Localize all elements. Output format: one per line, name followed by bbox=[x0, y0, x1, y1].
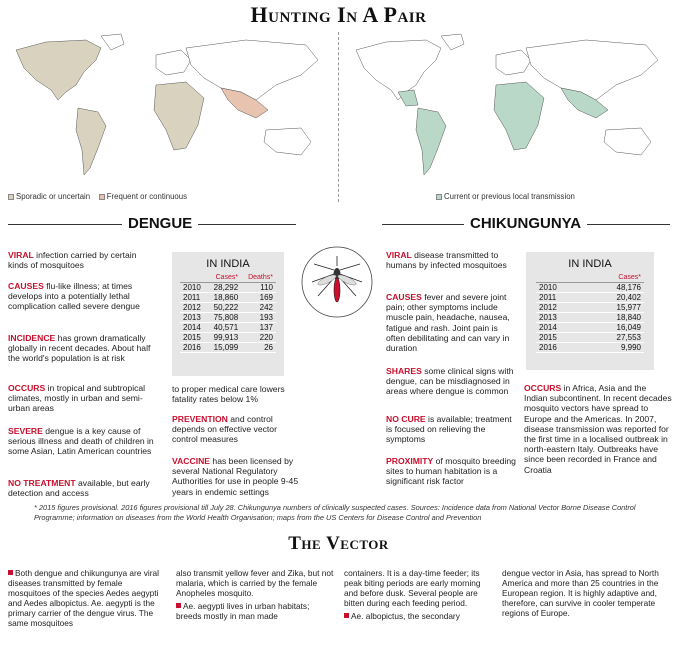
dengue-table-row: 2014 40,571 137 bbox=[180, 323, 276, 333]
chik-table-row: 2016 9,990 bbox=[536, 343, 644, 353]
chik-proximity: PROXIMITY of mosquito breeding sites to human habitation is a significant risk factor bbox=[386, 456, 516, 487]
dengue-table-row: 2016 15,099 26 bbox=[180, 343, 276, 353]
dengue-col-deaths: Deaths* bbox=[241, 273, 276, 283]
africa-shape bbox=[154, 82, 204, 150]
legend-swatch-sporadic bbox=[8, 194, 14, 200]
page-title: Hunting In A Pair bbox=[250, 2, 427, 27]
dengue-table-title: IN INDIA bbox=[206, 258, 250, 270]
chik-causes: CAUSES fever and severe joint pain; other symptoms include muscle pain, headache, nausea, fatigue and rash. Joint pain is often debilitating and can vary in duration bbox=[386, 292, 510, 354]
chikungunya-map bbox=[346, 30, 671, 190]
footnote: * 2015 figures provisional. 2016 figures provisional till July 28. Chikungunya numbers of clinically suspected cases. Sources: Incidence data from National Vector Borne Disease Control Programme; information on diseases from the World Health Organisation; maps from the US Centers for Disease Control and Prevention bbox=[34, 503, 636, 522]
legend-sporadic: Sporadic or uncertain bbox=[16, 192, 91, 201]
europe-shape bbox=[156, 50, 191, 75]
chik-table-title: IN INDIA bbox=[568, 258, 612, 270]
dengue-occurs: OCCURS in tropical and subtropical climates, mostly in urban and semi-urban areas bbox=[8, 383, 146, 414]
chik-india-table bbox=[526, 252, 654, 370]
legend-frequent: Frequent or continuous bbox=[106, 192, 187, 201]
dengue-col-cases: Cases* bbox=[207, 273, 241, 283]
greenland-shape bbox=[441, 34, 464, 50]
dengue-viral: VIRAL infection carried by certain kinds of mosquitoes bbox=[8, 250, 137, 271]
dengue-map bbox=[6, 30, 331, 190]
bullet-icon bbox=[8, 570, 13, 575]
bullet-icon bbox=[344, 613, 349, 618]
dengue-table-row: 2015 99,913 220 bbox=[180, 333, 276, 343]
chik-table-row: 2012 15,977 bbox=[536, 303, 644, 313]
dengue-vaccine: VACCINE has been licensed by several National Regulatory Authorities for use in people 9-45 years in endemic settings bbox=[172, 456, 299, 497]
vector-col-4 bbox=[502, 568, 668, 618]
south-america-shape bbox=[416, 108, 446, 175]
asia-shape bbox=[526, 40, 658, 100]
vector-text-4: dengue vector in Asia, has spread to North America and more than 25 countries in the European region. It is highly adaptive and, therefore, can survive in cooler temperate regions of Europe. bbox=[502, 568, 659, 618]
chik-table-row: 2014 16,049 bbox=[536, 323, 644, 333]
chik-table-row: 2011 20,402 bbox=[536, 293, 644, 303]
dengue-legend bbox=[8, 192, 187, 201]
dengue-causes: CAUSES flu-like illness; at times develops into a potentially lethal complication called severe dengue bbox=[8, 281, 140, 312]
australia-shape bbox=[604, 128, 651, 155]
vector-text-2b: Ae. aegypti lives in urban habitats; breeds mostly in man made bbox=[176, 601, 310, 621]
chik-nocure: NO CURE is available; treatment is focused on relieving the symptoms bbox=[386, 414, 512, 445]
chik-occurs: OCCURS in Africa, Asia and the Indian subcontinent. In recent decades mosquito vectors have spread to Europe and the Americas. In 2007, disease transmission was reported for the first time in a localised outbreak in north-eastern Italy. Outbreaks have since been recorded in France and Croatia bbox=[524, 383, 672, 475]
vector-col-2 bbox=[176, 568, 334, 621]
legend-swatch-frequent bbox=[99, 194, 105, 200]
australia-shape bbox=[264, 128, 311, 155]
dengue-heading: DENGUE bbox=[122, 215, 198, 232]
chik-col-cases: Cases* bbox=[583, 273, 644, 283]
dengue-table-row: 2012 50,222 242 bbox=[180, 303, 276, 313]
central-america-shape bbox=[398, 90, 418, 106]
chik-legend bbox=[436, 192, 575, 201]
europe-shape bbox=[496, 50, 531, 75]
africa-shape bbox=[494, 82, 544, 150]
dengue-cont: to proper medical care lowers fatality rates below 1% bbox=[172, 384, 285, 405]
mosquito-illustration bbox=[300, 244, 374, 320]
dengue-table-row: 2013 75,808 193 bbox=[180, 313, 276, 323]
dengue-india-table bbox=[172, 252, 284, 376]
chik-table-row: 2015 27,553 bbox=[536, 333, 644, 343]
chik-table-row: 2013 18,840 bbox=[536, 313, 644, 323]
dengue-table-row: 2010 28,292 110 bbox=[180, 283, 276, 293]
dengue-table-row: 2011 18,860 169 bbox=[180, 293, 276, 303]
vector-text-3b: Ae. albopictus, the secondary bbox=[351, 611, 460, 621]
bullet-icon bbox=[176, 603, 181, 608]
chik-heading: CHIKUNGUNYA bbox=[464, 215, 587, 232]
chik-table-row: 2010 48,176 bbox=[536, 283, 644, 293]
vector-text-3a: containers. It is a day-time feeder; its peak biting periods are early morning and before dusk. Several people are bitten during each feeding period. bbox=[344, 568, 481, 608]
dengue-treatment: NO TREATMENT available, but early detection and access bbox=[8, 478, 150, 499]
legend-current: Current or previous local transmission bbox=[444, 192, 575, 201]
vector-col-1: Both dengue and chikungunya are viral diseases transmitted by female mosquitoes of the species Aedes aegypti and Aedes albopictus. Ae. aegypti is the primary carrier of the dengue virus. The same mosquitoes bbox=[8, 568, 159, 628]
vector-text-2a: also transmit yellow fever and Zika, but not malaria, which is carried by the female Anopheles mosquito. bbox=[176, 568, 334, 598]
dengue-prevention: PREVENTION and control depends on effective vector control measures bbox=[172, 414, 277, 445]
chik-shares: SHARES some clinical signs with dengue, can be misdiagnosed in areas where dengue is common bbox=[386, 366, 514, 397]
greenland-shape bbox=[101, 34, 124, 50]
legend-swatch-current bbox=[436, 194, 442, 200]
asia-shape bbox=[186, 40, 318, 100]
dengue-incidence: INCIDENCE has grown dramatically globally in recent decades. About half the world's population is at risk bbox=[8, 333, 151, 364]
chik-viral: VIRAL disease transmitted to humans by infected mosquitoes bbox=[386, 250, 507, 271]
north-america-shape bbox=[16, 40, 101, 100]
north-america-shape bbox=[356, 40, 441, 100]
map-divider bbox=[338, 32, 339, 202]
south-america-shape bbox=[76, 108, 106, 175]
vector-col-3 bbox=[344, 568, 494, 621]
dengue-severe: SEVERE dengue is a key cause of serious illness and death of children in some Asian, Latin American countries bbox=[8, 426, 154, 457]
vector-title: The Vector bbox=[288, 533, 389, 554]
